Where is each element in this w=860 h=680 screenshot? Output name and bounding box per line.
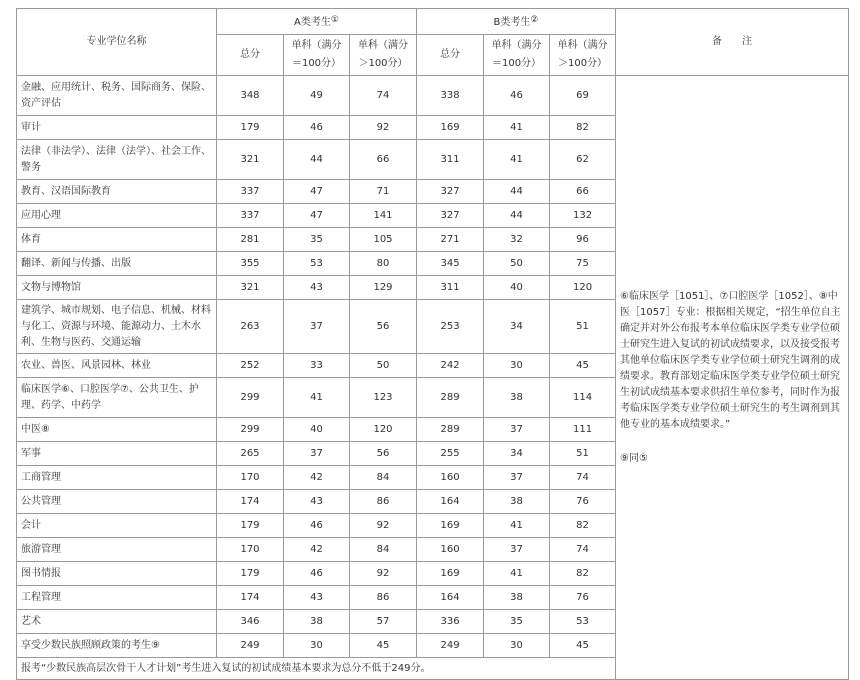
score-a-total: 348 — [217, 76, 284, 116]
program-name: 翻译、新闻与传播、出版 — [17, 252, 217, 276]
program-name: 文物与博物馆 — [17, 276, 217, 300]
score-a-sgt: 74 — [350, 76, 417, 116]
score-b-s100: 32 — [484, 228, 550, 252]
score-b-total: 164 — [417, 586, 484, 610]
program-name: 军事 — [17, 442, 217, 466]
score-a-s100: 38 — [284, 610, 350, 634]
b-single-gt100-header: 单科（满分＞100分） — [550, 35, 616, 76]
score-b-sgt: 82 — [550, 514, 616, 538]
score-b-s100: 50 — [484, 252, 550, 276]
score-a-s100: 43 — [284, 490, 350, 514]
score-b-s100: 40 — [484, 276, 550, 300]
score-b-s100: 35 — [484, 610, 550, 634]
program-name: 艺术 — [17, 610, 217, 634]
score-a-s100: 40 — [284, 418, 350, 442]
program-name: 旅游管理 — [17, 538, 217, 562]
program-name: 享受少数民族照顾政策的考生⑨ — [17, 634, 217, 658]
score-a-s100: 43 — [284, 276, 350, 300]
score-b-sgt: 66 — [550, 180, 616, 204]
score-b-sgt: 82 — [550, 116, 616, 140]
score-a-sgt: 66 — [350, 140, 417, 180]
score-a-sgt: 56 — [350, 442, 417, 466]
remark-medical-note: ⑥临床医学［1051］、⑦口腔医学［1052］、⑧中医［1057］专业：根据相关规定，“招生单位自主确定并对外公布报考本单位临床医学类专业学位硕士研究生进入复试的初试成绩要求，以及接受报考其他单位临床医学类专业学位硕士研究生调剂的成绩要求。教育部划定临床医学类专业学位硕士研究生初试成绩基本要求供招生单位参考，同时作为报考临床医学类专业学位硕士研究生的考生调剂到其他专业的基本成绩要求。” — [620, 290, 841, 430]
score-a-total: 179 — [217, 562, 284, 586]
program-name: 中医⑧ — [17, 418, 217, 442]
score-b-sgt: 74 — [550, 466, 616, 490]
score-b-sgt: 62 — [550, 140, 616, 180]
score-a-total: 249 — [217, 634, 284, 658]
score-b-total: 311 — [417, 276, 484, 300]
remarks-header: 备 注 — [616, 9, 849, 76]
score-a-sgt: 123 — [350, 378, 417, 418]
table-row — [17, 76, 849, 116]
score-a-total: 179 — [217, 514, 284, 538]
score-a-s100: 41 — [284, 378, 350, 418]
a-single-eq100-header: 单科（满分＝100分） — [284, 35, 350, 76]
score-b-sgt: 53 — [550, 610, 616, 634]
score-a-total: 174 — [217, 586, 284, 610]
score-b-total: 160 — [417, 466, 484, 490]
remark-same-as-note: ⑨同⑤ — [620, 452, 648, 464]
score-a-total: 321 — [217, 140, 284, 180]
table-body — [17, 76, 849, 680]
score-b-total: 164 — [417, 490, 484, 514]
score-b-sgt: 76 — [550, 586, 616, 610]
score-b-s100: 37 — [484, 466, 550, 490]
score-a-sgt: 56 — [350, 300, 417, 354]
score-a-sgt: 86 — [350, 586, 417, 610]
program-name: 建筑学、城市规划、电子信息、机械、材料与化工、资源与环境、能源动力、土木水利、生物与医药、交通运输 — [17, 300, 217, 354]
program-name: 工商管理 — [17, 466, 217, 490]
score-a-sgt: 84 — [350, 466, 417, 490]
score-b-s100: 38 — [484, 490, 550, 514]
program-name: 法律（非法学）、法律（法学）、社会工作、警务 — [17, 140, 217, 180]
a-single-gt100-header: 单科（满分＞100分） — [350, 35, 417, 76]
score-b-total: 338 — [417, 76, 484, 116]
score-a-total: 174 — [217, 490, 284, 514]
score-b-sgt: 69 — [550, 76, 616, 116]
score-b-total: 160 — [417, 538, 484, 562]
score-a-total: 281 — [217, 228, 284, 252]
score-a-sgt: 92 — [350, 514, 417, 538]
score-a-total: 265 — [217, 442, 284, 466]
group-a-header — [217, 9, 417, 35]
score-b-s100: 34 — [484, 442, 550, 466]
score-a-s100: 47 — [284, 204, 350, 228]
score-b-s100: 37 — [484, 538, 550, 562]
score-b-s100: 30 — [484, 634, 550, 658]
score-a-sgt: 84 — [350, 538, 417, 562]
score-a-s100: 49 — [284, 76, 350, 116]
score-a-s100: 42 — [284, 538, 350, 562]
score-b-total: 249 — [417, 634, 484, 658]
b-single-eq100-header: 单科（满分＝100分） — [484, 35, 550, 76]
score-b-sgt: 45 — [550, 354, 616, 378]
score-a-s100: 43 — [284, 586, 350, 610]
score-b-s100: 38 — [484, 378, 550, 418]
score-b-s100: 30 — [484, 354, 550, 378]
score-b-total: 327 — [417, 204, 484, 228]
program-name: 临床医学⑥、口腔医学⑦、公共卫生、护理、药学、中药学 — [17, 378, 217, 418]
score-a-s100: 53 — [284, 252, 350, 276]
score-a-total: 263 — [217, 300, 284, 354]
score-b-s100: 41 — [484, 116, 550, 140]
score-b-sgt: 75 — [550, 252, 616, 276]
score-a-sgt: 120 — [350, 418, 417, 442]
score-b-total: 169 — [417, 562, 484, 586]
score-b-sgt: 111 — [550, 418, 616, 442]
program-name: 图书情报 — [17, 562, 217, 586]
program-name: 金融、应用统计、税务、国际商务、保险、资产评估 — [17, 76, 217, 116]
score-a-s100: 46 — [284, 514, 350, 538]
program-name: 体育 — [17, 228, 217, 252]
score-a-total: 355 — [217, 252, 284, 276]
score-b-sgt: 51 — [550, 442, 616, 466]
score-a-s100: 30 — [284, 634, 350, 658]
score-a-total: 170 — [217, 466, 284, 490]
score-a-total: 321 — [217, 276, 284, 300]
remarks-cell — [616, 76, 849, 680]
score-a-s100: 46 — [284, 116, 350, 140]
score-a-sgt: 92 — [350, 116, 417, 140]
score-a-total: 337 — [217, 204, 284, 228]
score-a-sgt: 50 — [350, 354, 417, 378]
score-a-total: 299 — [217, 418, 284, 442]
score-b-total: 271 — [417, 228, 484, 252]
score-a-total: 299 — [217, 378, 284, 418]
score-a-total: 179 — [217, 116, 284, 140]
score-b-sgt: 45 — [550, 634, 616, 658]
score-a-sgt: 45 — [350, 634, 417, 658]
score-b-s100: 34 — [484, 300, 550, 354]
score-b-total: 327 — [417, 180, 484, 204]
score-a-sgt: 92 — [350, 562, 417, 586]
footer-note: 报考“少数民族高层次骨干人才计划”考生进入复试的初试成绩基本要求为总分不低于249分。 — [17, 658, 616, 680]
score-b-total: 336 — [417, 610, 484, 634]
program-name: 会计 — [17, 514, 217, 538]
score-b-sgt: 74 — [550, 538, 616, 562]
score-b-total: 255 — [417, 442, 484, 466]
score-a-sgt: 80 — [350, 252, 417, 276]
score-b-sgt: 120 — [550, 276, 616, 300]
score-a-s100: 33 — [284, 354, 350, 378]
program-name: 公共管理 — [17, 490, 217, 514]
score-b-sgt: 132 — [550, 204, 616, 228]
score-b-sgt: 96 — [550, 228, 616, 252]
group-b-header — [417, 9, 616, 35]
score-b-total: 169 — [417, 514, 484, 538]
group-b-footnote-mark: ② — [530, 15, 539, 25]
b-total-header: 总分 — [417, 35, 484, 76]
score-b-total: 345 — [417, 252, 484, 276]
score-b-sgt: 114 — [550, 378, 616, 418]
name-column-header: 专业学位名称 — [17, 9, 217, 76]
a-total-header: 总分 — [217, 35, 284, 76]
score-b-sgt: 82 — [550, 562, 616, 586]
score-a-total: 252 — [217, 354, 284, 378]
score-a-total: 170 — [217, 538, 284, 562]
score-a-total: 346 — [217, 610, 284, 634]
score-table — [16, 8, 849, 680]
group-a-label: A类考生 — [294, 17, 331, 28]
score-a-total: 337 — [217, 180, 284, 204]
score-a-s100: 35 — [284, 228, 350, 252]
score-b-s100: 44 — [484, 204, 550, 228]
score-b-sgt: 76 — [550, 490, 616, 514]
score-a-s100: 47 — [284, 180, 350, 204]
score-a-sgt: 141 — [350, 204, 417, 228]
score-b-s100: 41 — [484, 514, 550, 538]
score-b-s100: 44 — [484, 180, 550, 204]
program-name: 教育、汉语国际教育 — [17, 180, 217, 204]
score-b-s100: 38 — [484, 586, 550, 610]
program-name: 工程管理 — [17, 586, 217, 610]
score-a-sgt: 86 — [350, 490, 417, 514]
score-b-total: 289 — [417, 378, 484, 418]
score-a-s100: 42 — [284, 466, 350, 490]
score-a-s100: 44 — [284, 140, 350, 180]
score-b-s100: 46 — [484, 76, 550, 116]
score-a-sgt: 57 — [350, 610, 417, 634]
score-b-total: 253 — [417, 300, 484, 354]
score-b-total: 289 — [417, 418, 484, 442]
score-a-sgt: 129 — [350, 276, 417, 300]
score-b-total: 311 — [417, 140, 484, 180]
score-a-s100: 37 — [284, 300, 350, 354]
score-b-s100: 41 — [484, 562, 550, 586]
score-b-s100: 37 — [484, 418, 550, 442]
program-name: 应用心理 — [17, 204, 217, 228]
score-b-sgt: 51 — [550, 300, 616, 354]
score-b-total: 169 — [417, 116, 484, 140]
program-name: 农业、兽医、风景园林、林业 — [17, 354, 217, 378]
group-b-label: B类考生 — [493, 17, 531, 28]
score-a-s100: 46 — [284, 562, 350, 586]
score-b-s100: 41 — [484, 140, 550, 180]
group-a-footnote-mark: ① — [330, 15, 339, 25]
score-a-sgt: 71 — [350, 180, 417, 204]
score-a-sgt: 105 — [350, 228, 417, 252]
score-a-s100: 37 — [284, 442, 350, 466]
program-name: 审计 — [17, 116, 217, 140]
score-b-total: 242 — [417, 354, 484, 378]
